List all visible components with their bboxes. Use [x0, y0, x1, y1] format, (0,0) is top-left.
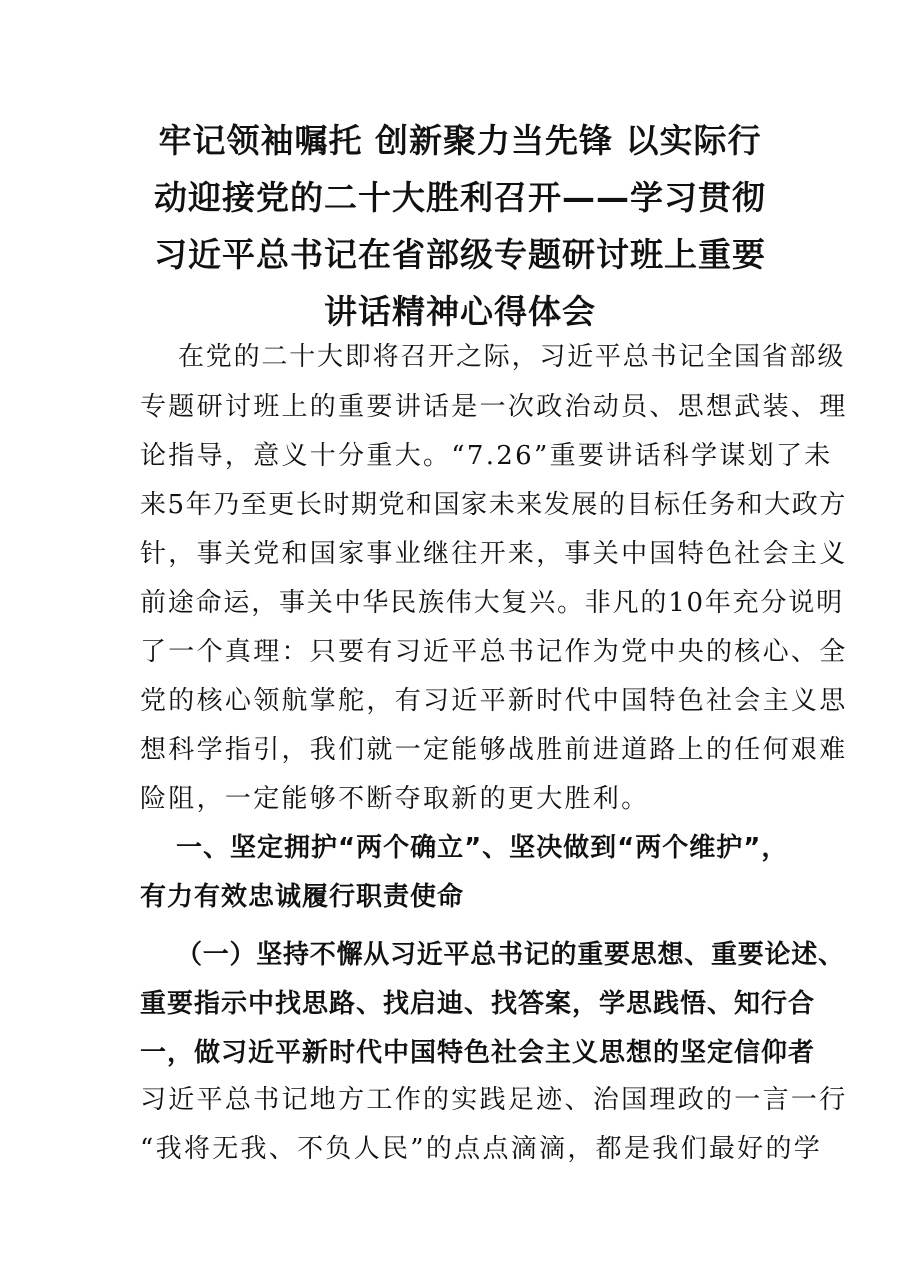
paragraph-line: 了一个真理：只要有习近平总书记作为党中央的核心、全	[140, 637, 848, 667]
paragraph-line: 想科学指引，我们就一定能够战胜前进道路上的任何艰难	[140, 735, 848, 765]
heading-line: （一）坚持不懈从习近平总书记的重要思想、重要论述、	[176, 940, 845, 970]
heading-line: 一、坚定拥护“两个确立”、坚决做到“两个维护”，	[176, 833, 789, 863]
title-line: 讲话精神心得体会	[324, 292, 596, 331]
paragraph-line: 习近平总书记地方工作的实践足迹、治国理政的一言一行	[140, 1085, 848, 1115]
paragraph-line: 针，事关党和国家事业继往开来，事关中国特色社会主义	[140, 539, 848, 569]
paragraph-line: 前途命运，事关中华民族伟大复兴。非凡的10年充分说明	[140, 588, 844, 618]
title-line: 习近平总书记在省部级专题研讨班上重要	[154, 235, 766, 274]
heading-line: 一，做习近平新时代中国特色社会主义思想的坚定信仰者	[140, 1038, 816, 1068]
heading-line: 重要指示中找思路、找启迪、找答案，学思践悟、知行合	[140, 989, 816, 1019]
paragraph-line: 在党的二十大即将召开之际，习近平总书记全国省部级	[178, 342, 846, 372]
title-line: 牢记领袖嘱托 创新聚力当先锋 以实际行	[158, 121, 762, 160]
paragraph-line: 险阻，一定能够不断夺取新的更大胜利。	[140, 784, 650, 814]
paragraph-line: 论指导，意义十分重大。“7.26”重要讲话科学谋划了未	[140, 441, 833, 471]
document-title	[120, 112, 800, 340]
paragraph-line: 专题研讨班上的重要讲话是一次政治动员、思想武装、理	[140, 392, 848, 422]
paragraph-line: 来5年乃至更长时期党和国家未来发展的目标任务和大政方	[140, 490, 847, 520]
paragraph-line: “我将无我、不负人民”的点点滴滴，都是我们最好的学	[140, 1134, 823, 1164]
paragraph-line: 党的核心领航掌舵，有习近平新时代中国特色社会主义思	[140, 686, 848, 716]
title-line: 动迎接党的二十大胜利召开——学习贯彻	[154, 178, 766, 217]
heading-line: 有力有效忠诚履行职责使命	[140, 882, 465, 912]
